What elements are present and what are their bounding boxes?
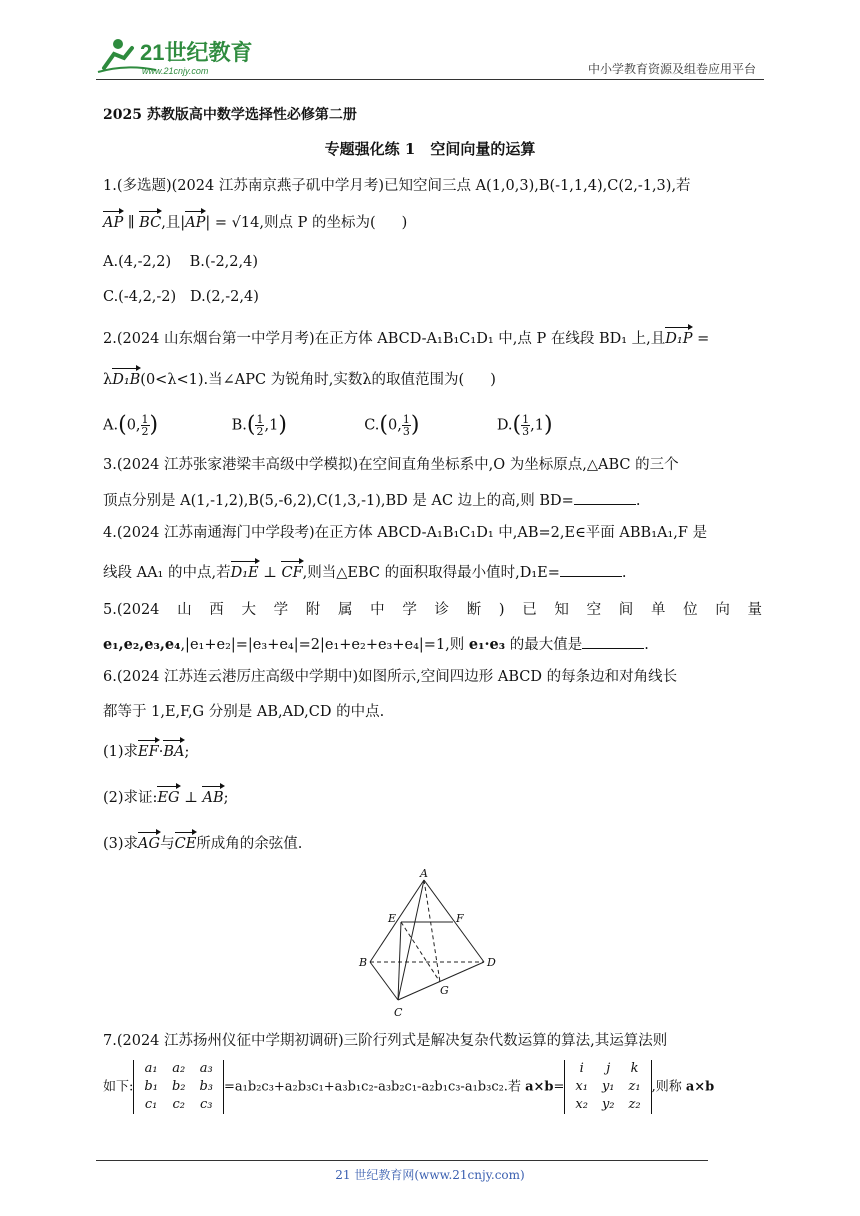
vertex-label-c: C xyxy=(394,1006,403,1019)
q4-line2: 线段 AA₁ 的中点,若D₁E ⊥ CF,则当△EBC 的面积取得最小值时,D₁E= . xyxy=(103,562,627,583)
vector-ce: CE xyxy=(174,836,197,852)
vertex-label-b: B xyxy=(359,956,368,969)
q2-option-c: C.(0, $\frac{1}{3}$ ) xyxy=(364,412,420,438)
document-title: 专题强化练 1 空间向量的运算 xyxy=(324,140,536,158)
vector-ef: EF xyxy=(138,744,159,760)
footer-text: 21 世纪教育网(www.21cnjy.com) xyxy=(335,1168,525,1182)
vector-bc: BC xyxy=(139,215,162,231)
vector-ba: BA xyxy=(163,744,185,760)
vertex-label-a: A xyxy=(420,867,428,880)
tetrahedron-figure xyxy=(356,866,502,1020)
q1-line1: 1.(多选题)(2024 江苏南京燕子矶中学月考)已知空间三点 A(1,0,3),B(-1,1,4),C(2,-1,3),若 xyxy=(103,178,691,194)
vector-ab: AB xyxy=(202,790,224,806)
q1-option-b: B.(-2,2,4) xyxy=(189,254,259,270)
vector-eg: EG xyxy=(157,790,180,806)
vector-d1p: D₁P xyxy=(665,331,693,347)
q5-line2: e₁,e₂,e₃,e₄,|e₁+e₂|=|e₃+e₄|=2|e₁+e₂+e₃+e₄|=1,则 e₁·e₃ 的最大值是 . xyxy=(103,636,649,653)
q2-option-a: A.(0, $\frac{1}{2}$ ) xyxy=(103,412,159,438)
q6-line1: 6.(2024 江苏连云港厉庄高级中学期中)如图所示,空间四边形 ABCD 的每条边和对角线长 xyxy=(103,669,678,685)
logo-icon xyxy=(96,34,266,78)
svg-text:www.21cnjy.com: www.21cnjy.com xyxy=(142,66,209,76)
vector-d1b: D₁B xyxy=(112,372,141,388)
q3-line1: 3.(2024 江苏张家港梁丰高级中学模拟)在空间直角坐标系中,O 为坐标原点,△ABC 的三个 xyxy=(103,457,679,473)
q5-line1: 5.(2024 山 西 大 学 附 属 中 学 诊 断 ) 已 知 空 间 单 位 向 量 xyxy=(103,602,762,618)
point-label-f: F xyxy=(456,912,464,925)
vector-cf: CF xyxy=(281,565,303,581)
q3-line2: 顶点分别是 A(1,-1,2),B(5,-6,2),C(1,3,-1),BD 是 AC 边上的高,则 BD= . xyxy=(103,490,640,511)
answer-blank xyxy=(560,562,622,577)
vertex-label-d: D xyxy=(487,956,496,969)
q2-line1: 2.(2024 山东烟台第一中学月考)在正方体 ABCD-A₁B₁C₁D₁ 中,点 P 在线段 BD₁ 上,且D₁P = xyxy=(103,331,710,347)
q2-line2: λD₁B(0<λ<1).当∠APC 为锐角时,实数λ的取值范围为( ) xyxy=(103,372,496,388)
answer-blank xyxy=(574,490,636,505)
book-title: 2025 苏教版高中数学选择性必修第二册 xyxy=(103,107,357,123)
q6-part1: (1)求EF·BA; xyxy=(103,744,190,760)
header-platform-text: 中小学教育资源及组卷应用平台 xyxy=(587,62,756,76)
answer-blank xyxy=(582,634,644,649)
q1-option-d: D.(2,-2,4) xyxy=(190,289,259,305)
q2-options xyxy=(103,414,587,437)
q7-line1: 7.(2024 江苏扬州仪征中学期初调研)三阶行列式是解决复杂代数运算的算法,其运算法则 xyxy=(103,1033,668,1049)
q6-line2: 都等于 1,E,F,G 分别是 AB,AD,CD 的中点. xyxy=(103,704,385,720)
svg-text:21世纪教育: 21世纪教育 xyxy=(140,40,253,65)
q6-part3: (3)求AG与CE所成角的余弦值. xyxy=(103,836,303,852)
point-label-g: G xyxy=(440,984,449,997)
q2-option-d: D.( $\frac{1}{3}$ ,1) xyxy=(496,412,553,438)
q1-option-a: A.(4,-2,2) xyxy=(103,254,172,270)
q4-line1: 4.(2024 江苏南通海门中学段考)在正方体 ABCD-A₁B₁C₁D₁ 中,AB=2,E∈平面 ABB₁A₁,F 是 xyxy=(103,525,708,541)
vector-d1e: D₁E xyxy=(230,565,259,581)
determinant-ijk: i j k x₁ y₁ z₁ x₂ y₂ z₂ xyxy=(564,1060,651,1114)
q1-option-c: C.(-4,2,-2) xyxy=(103,289,177,305)
q1-options-row1 xyxy=(103,252,258,272)
determinant-abc: a₁ a₂ a₃ b₁ b₂ b₃ c₁ c₂ c₃ xyxy=(133,1060,224,1114)
q6-part2: (2)求证:EG ⊥ AB; xyxy=(103,790,229,806)
vector-ap: AP xyxy=(103,215,124,231)
q1-line2: AP ∥ BC,且|AP| = √14,则点 P 的坐标为( ) xyxy=(103,215,408,231)
vector-ag: AG xyxy=(138,836,161,852)
q1-options-row2 xyxy=(103,287,259,307)
header-divider xyxy=(96,79,764,80)
q2-option-b: B.( $\frac{1}{2}$ ,1) xyxy=(231,412,287,438)
vector-ap-abs: AP xyxy=(185,215,206,231)
point-label-e: E xyxy=(388,912,397,925)
q7-line2: 如下: a₁ a₂ a₃ b₁ b₂ b₃ c₁ c₂ c₃ =a₁b₂c₃+a₂b₃c₁+a₃b₁c₂-a₃b₂c₁-a₂b₁c₃-a₁b₃c₂.若 a×b= i j k x₁ y₁ z₁ x₂ y₂ z₂ ,则称 a×b xyxy=(103,1061,715,1112)
footer-divider xyxy=(96,1160,708,1161)
